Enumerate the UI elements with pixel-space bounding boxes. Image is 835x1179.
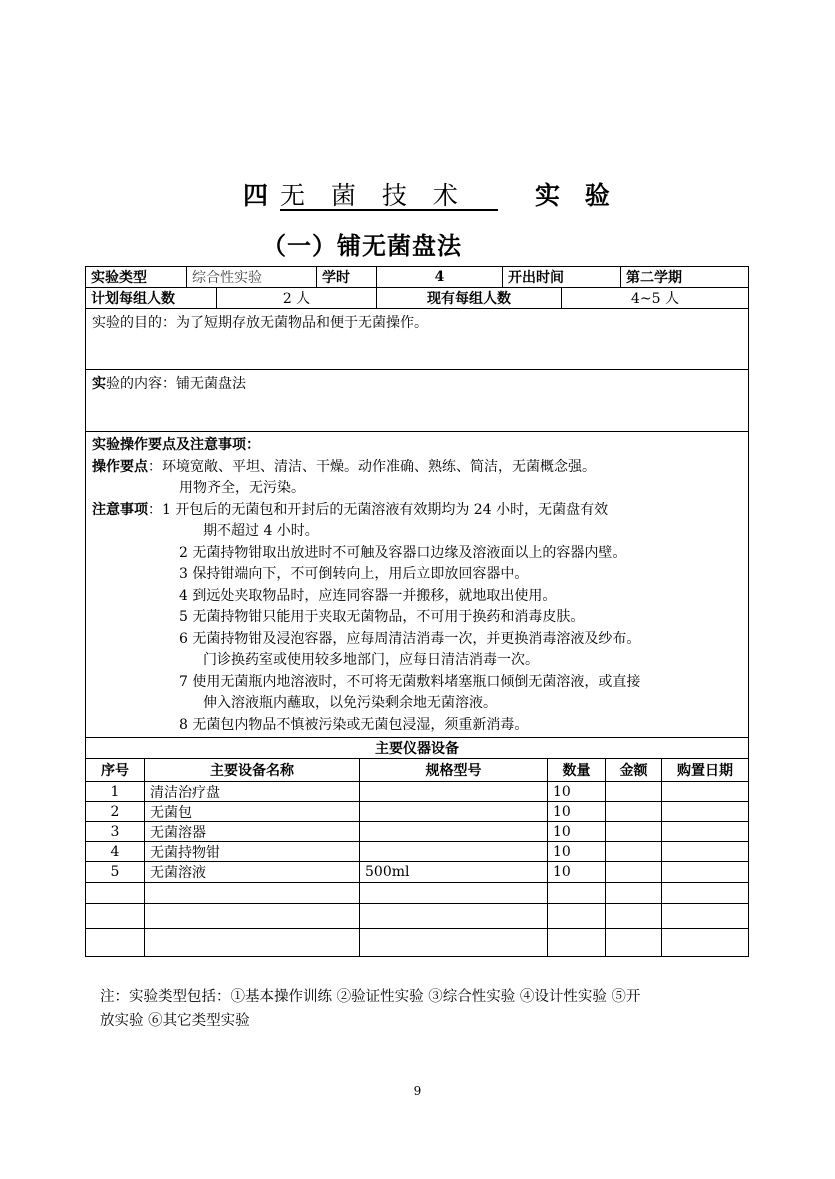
row-spec [359, 904, 547, 928]
row-index: 1 [110, 783, 120, 800]
note-line: 1 开包后的无菌包和开封后的无菌溶液有效期均为 24 小时，无菌盘有效 [162, 501, 609, 518]
row-purchase-date [661, 842, 748, 861]
row-amount [605, 904, 661, 928]
table-row [86, 883, 748, 904]
content-section [86, 370, 748, 432]
row-amount [605, 842, 661, 861]
header-name: 主要设备名称 [144, 759, 359, 781]
row-spec [359, 929, 547, 956]
experiment-form [85, 266, 749, 957]
row-purchase-date [661, 929, 748, 956]
row-spec [359, 842, 547, 861]
current-value: 4~5 人 [561, 288, 748, 308]
note-line: 3 保持钳端向下，不可倒转向上，用后立即放回容器中。 [179, 566, 529, 582]
row-name: 清洁治疗盘 [144, 782, 359, 801]
footnote-line-1: 注：实验类型包括：①基本操作训练 ②验证性实验 ③综合性实验 ④设计性实验 ⑤开 [100, 989, 641, 1005]
note-line: 伸入溶液瓶内蘸取，以免污染剩余地无菌溶液。 [203, 695, 497, 711]
row-quantity: 10 [547, 862, 605, 882]
header-spec: 规格型号 [359, 759, 547, 781]
footnote-line-2: 放实验 ⑥其它类型实验 [100, 1013, 250, 1029]
title-number: 四 [243, 181, 271, 210]
row-name [144, 929, 359, 956]
row-purchase-date [661, 883, 748, 903]
note-line: 7 使用无菌瓶内地溶液时，不可将无菌敷料堵塞瓶口倾倒无菌溶液，或直接 [179, 673, 641, 690]
key-points-line-2: 用物齐全，无污染。 [179, 480, 305, 496]
row-amount [605, 782, 661, 801]
row-quantity [547, 883, 605, 903]
row-spec [359, 782, 547, 801]
note-line: 期不超过 4 小时。 [203, 523, 319, 539]
row-quantity: 10 [547, 822, 605, 841]
row-amount [605, 822, 661, 841]
purpose-text: 实验的目的：为了短期存放无菌物品和便于无菌操作。 [92, 315, 428, 331]
row-index [86, 904, 144, 928]
term-value: 第二学期 [620, 267, 748, 287]
row-amount [605, 929, 661, 956]
note-line: 5 无菌持物钳只能用于夹取无菌物品，不可用于换药和消毒皮肤。 [179, 609, 585, 625]
table-row [86, 842, 748, 862]
key-points-line-1: ：环境宽敞、平坦、清洁、干燥。动作准确、熟练、简洁，无菌概念强。 [148, 458, 596, 475]
key-points-label: 操作要点 [92, 458, 148, 475]
type-label: 实验类型 [91, 270, 147, 286]
note-line: 门诊换药室或使用较多地部门，应每日清洁消毒一次。 [203, 652, 539, 668]
row-name [144, 883, 359, 903]
note-line: 2 无菌持物钳取出放进时不可触及容器口边缘及溶液面以上的容器内壁。 [179, 544, 627, 561]
hours-label: 学时 [316, 267, 376, 287]
row-purchase-date [661, 862, 748, 882]
header-purchase-date: 购置日期 [661, 759, 748, 781]
row-quantity [547, 904, 605, 928]
row-index: 5 [110, 864, 120, 880]
page-number: 9 [413, 1084, 422, 1098]
row-index: 4 [110, 843, 120, 860]
table-row [86, 862, 748, 883]
note-line: 8 无菌包内物品不慎被污染或无菌包浸湿，须重新消毒。 [179, 716, 529, 733]
purpose-section [86, 309, 748, 370]
content-text: 验的内容：铺无菌盘法 [106, 376, 246, 392]
row-index: 2 [110, 803, 120, 820]
plan-label: 计划每组人数 [91, 291, 175, 307]
row-index [86, 929, 144, 956]
row-purchase-date [661, 904, 748, 928]
row-quantity: 10 [547, 842, 605, 861]
operation-section: 实验操作要点及注意事项： 操作要点：环境宽敞、平坦、清洁、干燥。动作准确、熟练、简洁，无菌概念强。 用物齐全，无污染。 注意事项：1 开包后的无菌包和开封后的无菌溶液有效期均为 24 小时，无菌盘有效 期不超过 4 小时。 2 无菌持物钳取出放进时不可触及容器口边缘及溶液面以上的容器内壁。 3 保持钳端向下，不可倒转向上，用后立即放回容器中。 4 到远处夹取物品时，应连同容器一并搬移，就地取出使用。 5 无菌持物钳只能用于夹取无菌物品，不可用于换药和消毒皮肤。 6 无菌持物钳及浸泡容器，应每周清洁消毒一次，并更换消毒溶液及纱布。 门诊换药室或使用较多地部门，应每日清洁消毒一次。 7 使用无菌瓶内地溶液时，不可将无菌敷料堵塞瓶口倾倒无菌溶液，或直接 伸入溶液瓶内蘸取，以免污染剩余地无菌溶液。 8 无菌包内物品不慎被污染或无菌包浸湿，须重新消毒。 [86, 432, 748, 738]
row-quantity [547, 929, 605, 956]
row-index [86, 883, 144, 903]
content-bold-char: 实 [92, 376, 106, 392]
plan-value: 2 人 [216, 288, 376, 308]
term-label: 开出时间 [502, 267, 620, 287]
row-quantity: 10 [547, 802, 605, 821]
operation-heading: 实验操作要点及注意事项： [92, 437, 260, 453]
row-spec [359, 883, 547, 903]
row-index: 3 [110, 823, 120, 840]
row-name: 无菌包 [144, 802, 359, 821]
hours-value: 4 [376, 267, 502, 287]
title-suffix: 实 验 [535, 181, 618, 210]
row-amount [605, 802, 661, 821]
row-name [144, 904, 359, 928]
note-line: 6 无菌持物钳及浸泡容器，应每周清洁消毒一次，并更换消毒溶液及纱布。 [179, 630, 641, 647]
row-spec [359, 802, 547, 821]
row-purchase-date [661, 802, 748, 821]
type-value: 综合性实验 [186, 267, 316, 287]
row-name: 无菌溶液 [144, 862, 359, 882]
header-amount: 金额 [605, 759, 661, 781]
row-purchase-date [661, 782, 748, 801]
header-quantity: 数量 [547, 759, 605, 781]
info-row-1 [86, 267, 748, 288]
header-index: 序号 [101, 763, 129, 779]
table-row [86, 782, 748, 802]
equipment-header-row [86, 759, 748, 782]
row-amount [605, 862, 661, 882]
page-subtitle: （一）铺无菌盘法 [262, 231, 462, 260]
table-row [86, 904, 748, 929]
row-name: 无菌溶器 [144, 822, 359, 841]
equipment-title: 主要仪器设备 [375, 741, 459, 757]
row-spec: 500ml [359, 862, 547, 882]
table-row [86, 822, 748, 842]
row-amount [605, 883, 661, 903]
footnote [100, 985, 750, 1033]
page-title [0, 176, 835, 216]
row-name: 无菌持物钳 [144, 842, 359, 861]
current-label: 现有每组人数 [376, 288, 561, 308]
row-quantity: 10 [547, 782, 605, 801]
row-spec [359, 822, 547, 841]
info-row-2 [86, 288, 748, 309]
note-line: 4 到远处夹取物品时，应连同容器一并搬移，就地取出使用。 [179, 587, 557, 604]
table-row [86, 802, 748, 822]
notes-label: 注意事项 [92, 501, 148, 518]
equipment-title-row [86, 738, 748, 759]
title-topic: 无 菌 技 术 [280, 176, 498, 211]
row-purchase-date [661, 822, 748, 841]
table-row [86, 929, 748, 956]
